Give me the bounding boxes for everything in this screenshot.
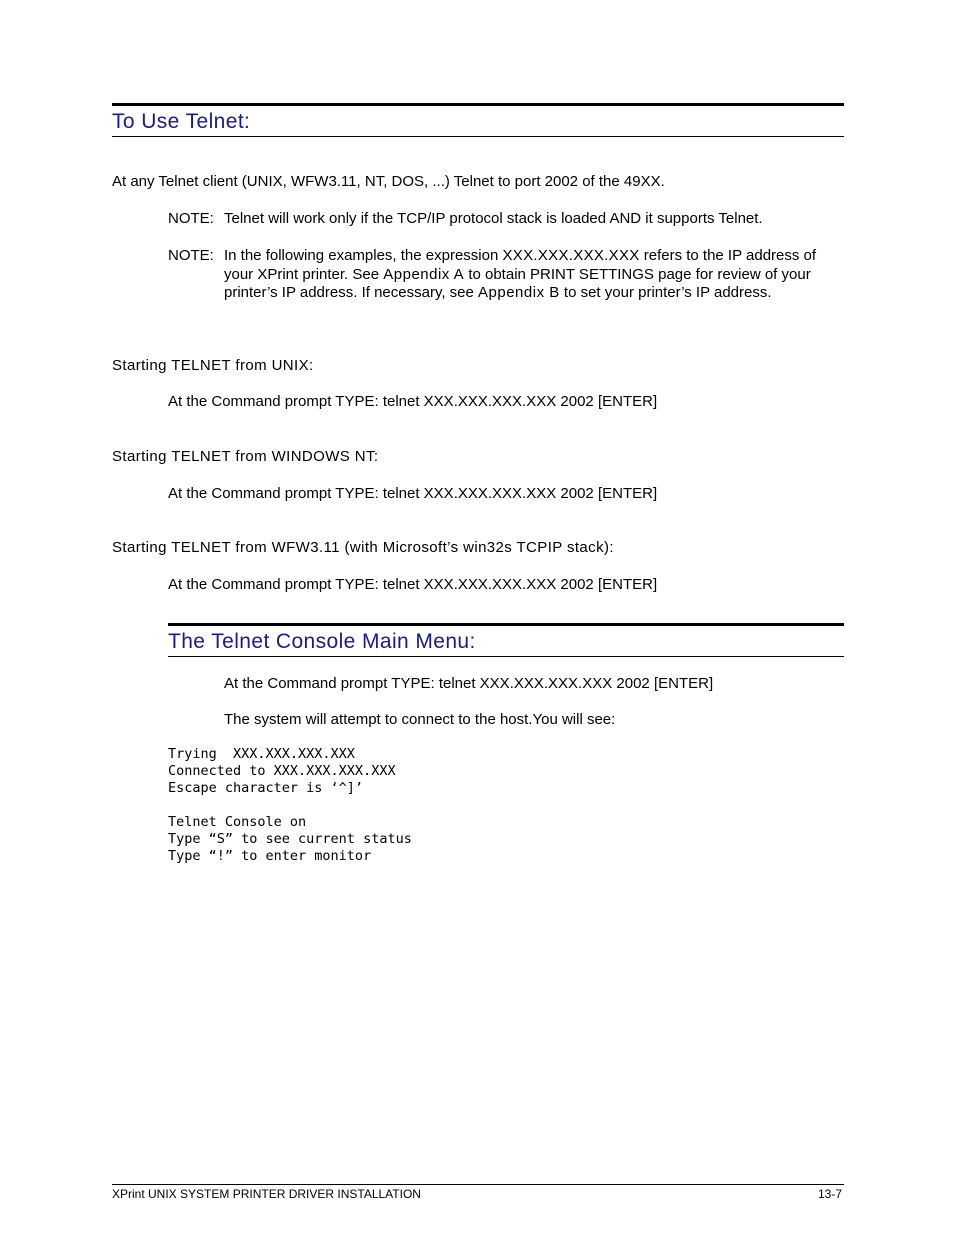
section-top-rule	[168, 623, 844, 626]
console-line: Trying XXX.XXX.XXX.XXX	[168, 746, 355, 762]
note-2-part: refers to the IP address of your XPrint printer. See	[224, 247, 817, 283]
telnet-command: telnet XXX.XXX.XXX.XXX 2002 [ENTER]	[382, 485, 658, 502]
command-prompt-label: At the Command prompt TYPE:	[168, 485, 383, 502]
note-2-part: to obtain PRINT SETTINGS page for review of your printer’s IP address. If necessary, see	[224, 265, 811, 301]
section-bottom-rule	[168, 656, 844, 657]
ip-placeholder: XXX.XXX.XXX.XXX	[502, 247, 640, 264]
unix-instruction	[168, 393, 657, 412]
console-line: Telnet Console on	[168, 814, 307, 830]
note-2-part: In the following examples, the expression	[224, 247, 503, 264]
command-prompt-label: At the Command prompt TYPE:	[168, 393, 383, 410]
note-2-label: NOTE:	[168, 247, 214, 264]
section-bottom-rule	[112, 136, 844, 137]
wfw-instruction	[168, 576, 657, 595]
wfw-subheading: Starting TELNET from WFW3.11 (with Microsoft’s win32s TCPIP stack):	[112, 539, 614, 556]
note-2-text	[224, 247, 844, 303]
connect-description: The system will attempt to connect to the host.You will see:	[224, 711, 616, 728]
command-prompt-label: At the Command prompt TYPE:	[224, 675, 439, 692]
console-instruction	[224, 675, 713, 694]
note-1-text: Telnet will work only if the TCP/IP protocol stack is loaded AND it supports Telnet.	[224, 210, 763, 227]
unix-subheading: Starting TELNET from UNIX:	[112, 357, 314, 374]
appendix-b-reference: Appendix B	[478, 284, 560, 301]
command-prompt-label: At the Command prompt TYPE:	[168, 576, 383, 593]
telnet-command: telnet XXX.XXX.XXX.XXX 2002 [ENTER]	[382, 393, 658, 410]
note-1-label: NOTE:	[168, 210, 214, 227]
console-output	[168, 746, 412, 865]
console-line: Connected to XXX.XXX.XXX.XXX	[168, 763, 396, 779]
intro-paragraph	[112, 173, 665, 192]
console-line: Type “!” to enter monitor	[168, 848, 372, 864]
note-2-part: to set your printer’s IP address.	[559, 284, 772, 301]
appendix-a-reference: Appendix A	[383, 265, 465, 283]
nt-subheading: Starting TELNET from WINDOWS NT:	[112, 448, 379, 465]
console-line	[168, 797, 412, 814]
section-top-rule	[112, 103, 844, 106]
section-heading-console-main-menu: The Telnet Console Main Menu:	[168, 630, 476, 653]
nt-instruction	[168, 485, 657, 504]
section-heading-use-telnet: To Use Telnet:	[112, 110, 251, 133]
intro-port-text: 2002 of the 49XX.	[544, 173, 665, 190]
console-line: Escape character is ‘^]’	[168, 780, 364, 796]
telnet-command: telnet XXX.XXX.XXX.XXX 2002 [ENTER]	[382, 576, 658, 593]
console-line: Type “S” to see current status	[168, 831, 412, 847]
intro-text: At any Telnet client (UNIX, WFW3.11, NT, DOS, ...) Telnet to port	[112, 173, 545, 190]
footer-rule	[112, 1184, 844, 1185]
footer-title: XPrint UNIX SYSTEM PRINTER DRIVER INSTALLATION	[112, 1187, 421, 1201]
telnet-command: telnet XXX.XXX.XXX.XXX 2002 [ENTER]	[438, 675, 714, 692]
page-number: 13-7	[817, 1187, 842, 1201]
